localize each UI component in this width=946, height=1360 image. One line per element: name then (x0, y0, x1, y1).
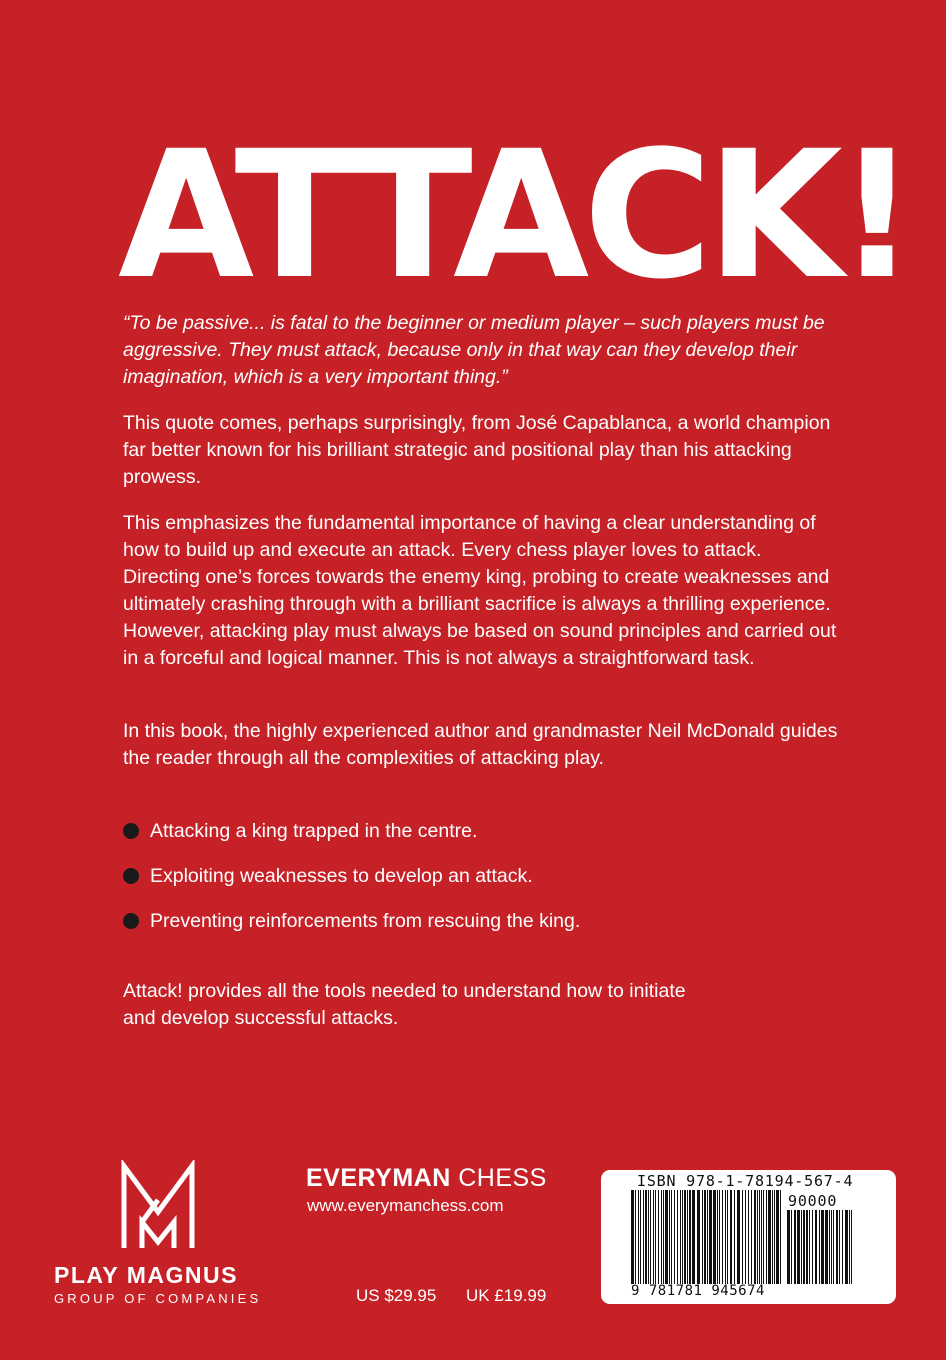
barcode-bar (692, 1190, 695, 1284)
barcode-bar (663, 1190, 664, 1284)
barcode-addon (787, 1210, 853, 1284)
capablanca-quote: “To be passive... is fatal to the beginner or medium player – such players must be aggressive. They must attack, because only in that way can they develop their imagination, which is a very important thing.” (123, 312, 825, 388)
barcode-bar (704, 1190, 706, 1284)
barcode-bar (839, 1210, 840, 1284)
barcode-bar (829, 1210, 830, 1284)
price-us: US $29.95 (356, 1286, 437, 1305)
barcode-bar (754, 1190, 756, 1284)
barcode-bar (645, 1190, 647, 1284)
barcode-bar (730, 1190, 732, 1284)
play-magnus-logo-subtitle: GROUP OF COMPANIES (54, 1291, 262, 1306)
barcode-bar (713, 1190, 716, 1284)
list-item (123, 863, 580, 908)
barcode-bar (809, 1210, 810, 1284)
barcode-bar (717, 1190, 718, 1284)
list-item-text: Exploiting weaknesses to develop an attack. (150, 865, 533, 887)
barcode-bar (780, 1190, 781, 1284)
paragraph-capablanca: This quote comes, perhaps surprisingly, from José Capablanca, a world champion far better known for his brilliant strategic and positional play than his attacking prowess. (123, 412, 831, 488)
barcode-bar (851, 1210, 852, 1284)
barcode-bar (689, 1190, 691, 1284)
barcode-bar (806, 1210, 808, 1284)
publisher-name-rest: CHESS (450, 1164, 547, 1192)
barcode-bar (719, 1190, 720, 1284)
barcode-addon-number: 90000 (788, 1192, 838, 1210)
publisher-name-bold: EVERYMAN (306, 1164, 451, 1192)
barcode-bar (725, 1190, 726, 1284)
barcode-bar (766, 1190, 767, 1284)
barcode-bar (734, 1190, 735, 1284)
barcode-bar (801, 1210, 802, 1284)
paragraph-author: In this book, the highly experienced author and grandmaster Neil McDonald guides the reader through all the complexities of attacking play. (123, 720, 838, 769)
barcode-bar (794, 1210, 796, 1284)
list-item-text: Attacking a king trapped in the centre. (150, 820, 478, 842)
barcode-bar (684, 1190, 686, 1284)
bullet-icon (123, 823, 139, 839)
barcode-bar (803, 1210, 805, 1284)
paragraph-importance: This emphasizes the fundamental importance of having a clear understanding of how to build up and execute an attack. Every chess player loves to attack. Directing one’s forces towards the enemy king, probing to create weaknesses and ultimately crashing through with a brilliant sacrifice is always a thrilling experience. However, attacking play must always be based on sound principles and carried out in a forceful and logical manner. This is not always a straightforward task. (123, 512, 837, 669)
barcode-bar (677, 1190, 678, 1284)
barcode-label (601, 1170, 896, 1304)
barcode-bar (759, 1190, 760, 1284)
barcode-bar (722, 1190, 723, 1284)
play-magnus-logo-name: PLAY MAGNUS (54, 1262, 238, 1288)
barcode-bar (727, 1190, 728, 1284)
barcode-bar (791, 1210, 792, 1284)
barcode-bar (658, 1190, 659, 1284)
barcode-bar (653, 1190, 654, 1284)
barcode-bar (776, 1190, 779, 1284)
barcode-bar (772, 1190, 773, 1284)
isbn-number: ISBN 978-1-78194-567-4 (637, 1172, 854, 1190)
barcode-bar (768, 1190, 771, 1284)
barcode-bar (797, 1210, 800, 1284)
barcode-bar (821, 1210, 824, 1284)
barcode-bar (836, 1210, 838, 1284)
barcode-bar (812, 1210, 813, 1284)
barcode-bar (640, 1190, 641, 1284)
barcode-bar (635, 1190, 636, 1284)
barcode-bar (815, 1210, 817, 1284)
play-magnus-m-icon (118, 1160, 198, 1252)
barcode-bar (831, 1210, 832, 1284)
barcode-bar (669, 1190, 670, 1284)
barcode-bar (757, 1190, 758, 1284)
barcode-bar (680, 1190, 681, 1284)
barcode-bar (763, 1190, 764, 1284)
barcode-bar (687, 1190, 688, 1284)
barcode-digits: 9 781781 945674 (631, 1283, 765, 1299)
barcode-bar (819, 1210, 820, 1284)
list-item-text: Preventing reinforcements from rescuing the king. (150, 910, 581, 932)
barcode-bar (742, 1190, 743, 1284)
barcode-main (631, 1190, 781, 1284)
barcode-bar (682, 1190, 683, 1284)
barcode-bar (665, 1190, 668, 1284)
closing-paragraph: Attack! provides all the tools needed to understand how to initiate and develop successful attacks. (123, 980, 686, 1029)
barcode-bar (774, 1190, 775, 1284)
publisher-name (306, 1164, 547, 1193)
barcode-bar (787, 1210, 790, 1284)
barcode-bar (661, 1190, 662, 1284)
barcode-bar (751, 1190, 752, 1284)
barcode-bar (650, 1190, 651, 1284)
barcode-bar (631, 1190, 634, 1284)
barcode-bar (761, 1190, 762, 1284)
barcode-bar (842, 1210, 843, 1284)
barcode-bar (737, 1190, 740, 1284)
barcode-bar (849, 1210, 850, 1284)
barcode-bar (655, 1190, 656, 1284)
price-uk: UK £19.99 (466, 1286, 547, 1305)
barcode-bar (638, 1190, 639, 1284)
barcode-bar (671, 1190, 672, 1284)
barcode-bar (648, 1190, 649, 1284)
bullet-icon (123, 868, 139, 884)
barcode-bar (707, 1190, 708, 1284)
barcode-bar (845, 1210, 848, 1284)
list-item (123, 908, 580, 953)
barcode-bar (825, 1210, 828, 1284)
publisher-url: www.everymanchess.com (307, 1196, 504, 1215)
barcode-bar (674, 1190, 675, 1284)
barcode-bar (745, 1190, 746, 1284)
barcode-bar (643, 1190, 644, 1284)
book-title: ATTACK! (118, 113, 912, 318)
barcode-bar (748, 1190, 749, 1284)
barcode-bar (833, 1210, 834, 1284)
bullet-icon (123, 913, 139, 929)
barcode-bar (697, 1190, 700, 1284)
feature-list (123, 818, 580, 953)
list-item (123, 818, 580, 863)
barcode-bar (709, 1190, 712, 1284)
barcode-bar (702, 1190, 703, 1284)
